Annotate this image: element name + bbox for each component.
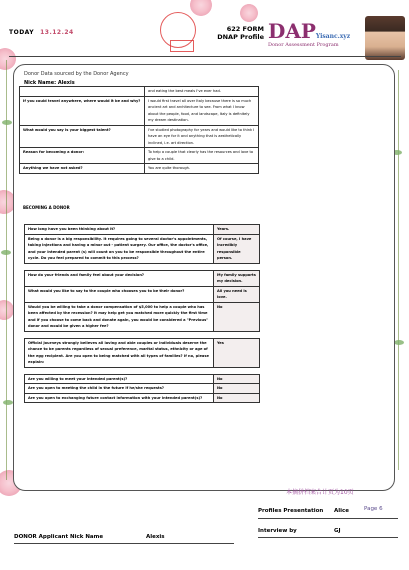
answer-cell: No [214,393,260,403]
answer-cell: No [214,384,260,394]
logo-main: DAP [268,19,316,43]
flower-decoration [240,4,258,22]
donor-line [14,543,234,544]
table-row [20,87,259,97]
question-cell: If you could travel anywhere, where would it be and why? [20,96,145,125]
today-label: TODAY [9,29,35,36]
flower-decoration [190,0,212,16]
table-spacer [25,331,260,338]
answer-cell: and eating the best meals I've ever had. [145,87,259,97]
table-row [20,164,259,174]
today-date [9,29,74,36]
table-spacer [25,367,260,374]
vine-decoration [398,70,399,470]
interviewer-label: Interview by [258,528,297,534]
presentation-line [258,518,398,519]
question-cell: How long have you been thinking about it? [25,225,214,235]
today-value: 13.12.24 [40,29,74,36]
presentation-value: Alice [334,508,350,514]
answer-cell: Years. [214,225,260,235]
form-title-line1: 622 FORM [226,25,264,33]
answer-cell: Yes [214,338,260,367]
page-count-note: 本摘拼档案合计页为10页 [286,489,354,496]
answer-cell: Of course, I have incredibly responsible person. [214,234,260,263]
question-cell: What would you like to say to the couple who chooses you to be their donor? [25,286,214,302]
table-row [25,270,260,286]
table-row [20,96,259,125]
interviewer-value: GJ [334,528,341,534]
page-number: Page 6 [364,506,383,512]
section-title: Donor Data sourced by the Donor Agency [24,71,129,77]
question-cell: Reason for becoming a donor: [20,148,145,164]
question-cell: Would you be willing to take a donor compensation of $5,000 to help a couple who has been affected by the recession? It may help get you matched more quickly the first time and if you choose to come back and donate again, you would be considered a "Previous" donor and would be given a higher fee? [25,302,214,331]
presentation-label: Profiles Presentation [258,508,324,514]
leaf-decoration [394,340,404,345]
question-cell: Being a donor is a big responsibility. It requires going to several doctor's appointments, taking injections and having a minor out - patient surgery. Our office, the doctor's office, and your intended parent (s) will count on you to be responsible throughout the entire cycle. Do you feel prepared to commit to this process? [25,234,214,263]
table-row [25,338,260,367]
leaf-decoration [2,120,12,125]
becoming-donor-label: BECOMING A DONOR [23,205,70,210]
form-title [212,25,264,41]
donor-photo [365,16,405,60]
leaf-decoration [1,250,11,255]
question-cell: Official Journeys strongly believes all loving and able couples or individuals deserve the chance to be parents regardless of sexual preference, marital status, ethnicity or age of the egg recipient. Are you open to being matched with all types of families? If no, please explain: [25,338,214,367]
logo-subtitle: Donor Assessment Program [268,42,339,48]
table-row [25,302,260,331]
flower-decoration [0,300,14,320]
interviewer-line [258,537,398,538]
answer-cell: My family supports my decision. [214,270,260,286]
answer-cell: I've studied photography for years and would like to think I have an eye for it and anything that is aesthetically inclined, i.e. art direction. [145,125,259,148]
question-cell: Are you open to meeting the child in the future if he/she requests? [25,384,214,394]
question-cell: Are you willing to meet your intended parent(s)? [25,374,214,384]
answer-cell: I would first travel all over Italy because there is so much ancient art and architecture to see. From what I know about the people, food, and landscape, Italy is definitely my dream destination. [145,96,259,125]
question-cell [20,87,145,97]
table-row [25,286,260,302]
table-row [25,384,260,394]
table-row [25,374,260,384]
answer-cell: No [214,374,260,384]
question-cell: How do your friends and family feel about your decision? [25,270,214,286]
answer-cell: To help a couple that clearly has the resources and love to give to a child. [145,148,259,164]
table-row [25,225,260,235]
flower-decoration [0,48,16,70]
table-row [20,125,259,148]
question-cell: Anything we have not asked? [20,164,145,174]
table-row [25,393,260,403]
donor-nick-label: DONOR Applicant Nick Name [14,534,104,540]
question-cell: Are you open to exchanging future contact information with your intended parent(s)? [25,393,214,403]
table-row [20,148,259,164]
table-spacer [25,263,260,270]
donor-nick-value: Alexis [146,534,165,540]
form-title-line2: DNAP Profile [217,33,264,41]
red-stamp-small [170,40,194,52]
answer-cell: All you need is love. [214,286,260,302]
dap-logo [268,19,350,43]
answer-cell: You are quite thorough. [145,164,259,174]
header-divider [9,56,401,57]
logo-small: Yisanc.xyz [315,33,351,40]
answer-cell: No [214,302,260,331]
leaf-decoration [3,400,13,405]
nick-name-label: Nick Name: Alexis [24,80,75,86]
donor-data-table [19,86,259,174]
becoming-donor-table [24,224,260,403]
table-row [25,234,260,263]
question-cell: What would you say is your biggest talent? [20,125,145,148]
